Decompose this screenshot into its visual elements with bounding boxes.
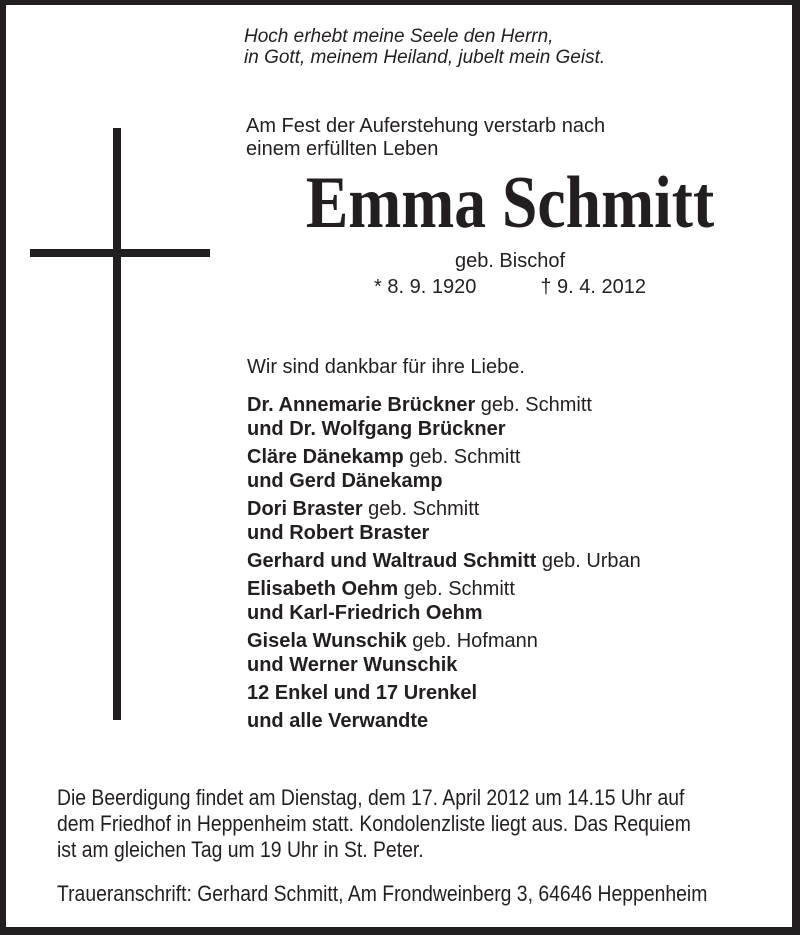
mourner-name: 12 Enkel und 17 Urenkel: [247, 682, 478, 704]
mourner-couple: [247, 393, 641, 441]
funeral-line: ist am gleichen Tag um 19 Uhr in St. Peter.: [57, 837, 424, 862]
mourner-couple: [247, 629, 641, 677]
intro-line: Am Fest der Auferstehung verstarb nach: [246, 115, 606, 137]
mourner-line: [247, 653, 641, 677]
birth-date: * 8. 9. 1920: [374, 276, 477, 298]
mourner-line: [247, 601, 641, 625]
mourner-name: Elisabeth Oehm: [247, 578, 399, 600]
grandchildren-line: [247, 681, 641, 705]
mourner-couple: [247, 497, 641, 545]
mourner-maiden: geb. Schmitt: [403, 446, 521, 468]
mourner-line: [247, 497, 641, 521]
intro-line: einem erfüllten Leben: [246, 138, 439, 160]
gratitude-line: Wir sind dankbar für ihre Liebe.: [247, 356, 525, 378]
maiden-name: geb. Bischof: [454, 250, 566, 272]
epigraph-line: in Gott, meinem Heiland, jubelt mein Geist.: [244, 47, 606, 68]
mourner-line: [247, 417, 641, 441]
frame-border-right: [792, 0, 800, 935]
mourner-line: [247, 549, 641, 573]
cross-vertical-bar: [113, 128, 121, 720]
mourner-maiden: geb. Schmitt: [475, 394, 592, 416]
frame-border-left: [0, 0, 6, 935]
cross-horizontal-bar: [30, 249, 210, 257]
epigraph: [244, 26, 605, 68]
mourners-list: [247, 393, 641, 737]
mourner-name: Gerhard und Waltraud Schmitt: [247, 550, 537, 572]
mourner-maiden: geb. Hofmann: [406, 630, 538, 652]
mourner-couple: [247, 549, 641, 573]
mourner-couple: [247, 577, 641, 625]
death-date: † 9. 4. 2012: [540, 276, 646, 298]
funeral-line: dem Friedhof in Heppenheim statt. Kondolenzliste liegt aus. Das Requiem: [57, 811, 691, 836]
mourner-line: [247, 709, 641, 733]
funeral-line: Die Beerdigung findet am Dienstag, dem 17. April 2012 um 14.15 Uhr auf: [57, 785, 685, 810]
mourner-name: und Dr. Wolfgang Brückner: [247, 418, 506, 440]
mourner-maiden: geb. Schmitt: [362, 498, 480, 520]
mourner-name: und Gerd Dänekamp: [247, 470, 443, 492]
mourner-name: und Werner Wunschik: [247, 654, 458, 676]
epigraph-line: Hoch erhebt meine Seele den Herrn,: [244, 26, 554, 47]
mourner-name: und Robert Braster: [247, 522, 430, 544]
mourner-maiden: geb. Urban: [536, 550, 641, 572]
relatives-line: [247, 709, 641, 733]
mourner-line: [247, 393, 641, 417]
mourner-line: [247, 681, 641, 705]
mourner-maiden: geb. Schmitt: [398, 578, 515, 600]
frame-border-bottom: [0, 927, 800, 935]
mourner-line: [247, 521, 641, 545]
mourner-line: [247, 445, 641, 469]
condolence-address: Traueranschrift: Gerhard Schmitt, Am Frondweinberg 3, 64646 Heppenheim: [57, 881, 708, 906]
deceased-name: Emma Schmitt: [305, 162, 715, 244]
mourner-name: und Karl-Friedrich Oehm: [247, 602, 483, 624]
mourner-name: Dr. Annemarie Brückner: [247, 394, 476, 416]
mourner-line: [247, 629, 641, 653]
frame-border-top: [0, 0, 800, 5]
mourner-couple: [247, 445, 641, 493]
mourner-line: [247, 469, 641, 493]
mourner-line: [247, 577, 641, 601]
mourner-name: Dori Braster: [247, 498, 363, 520]
mourner-name: Cläre Dänekamp: [247, 446, 404, 468]
intro-text: [246, 115, 605, 161]
funeral-info: [57, 785, 691, 863]
mourner-name: und alle Verwandte: [247, 710, 429, 732]
mourner-name: Gisela Wunschik: [247, 630, 407, 652]
life-dates: [245, 275, 775, 299]
